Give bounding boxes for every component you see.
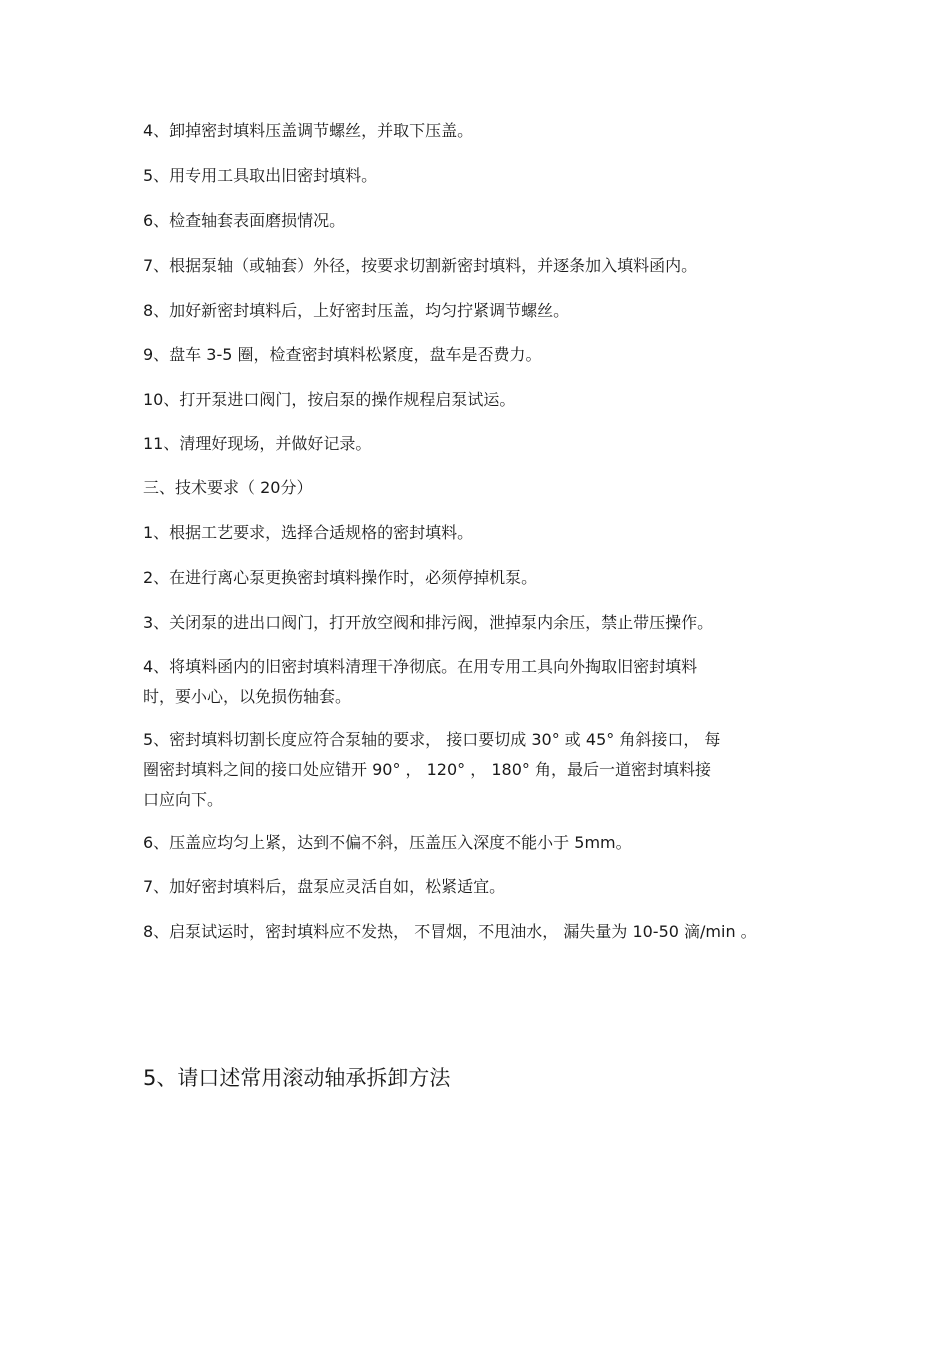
step-5: 5、用专用工具取出旧密封填料。 — [143, 166, 378, 185]
step-7: 7、根据泵轴（或轴套）外径，按要求切割新密封填料，并逐条加入填料函内。 — [143, 256, 698, 275]
question-heading: 5、请口述常用滚动轴承拆卸方法 — [143, 1066, 451, 1090]
step-9: 9、盘车 3-5 圈，检查密封填料松紧度，盘车是否费力。 — [143, 345, 542, 364]
tech-item-8: 8、启泵试运时，密封填料应不发热， 不冒烟，不甩油水， 漏失量为 10-50 滴/min 。 — [143, 922, 757, 941]
tech-item-4-line-2: 时，要小心，以免损伤轴套。 — [143, 687, 352, 706]
tech-item-4-line-1: 4、将填料函内的旧密封填料清理干净彻底。在用专用工具向外掏取旧密封填料 — [143, 657, 698, 676]
tech-item-7: 7、加好密封填料后，盘泵应灵活自如，松紧适宜。 — [143, 877, 506, 896]
tech-item-5-line-1: 5、密封填料切割长度应符合泵轴的要求， 接口要切成 30° 或 45° 角斜接口， 每 — [143, 730, 721, 749]
step-11: 11、清理好现场，并做好记录。 — [143, 434, 372, 453]
tech-item-4 — [143, 652, 823, 712]
tech-item-1: 1、根据工艺要求，选择合适规格的密封填料。 — [143, 523, 474, 542]
tech-item-5-line-3: 口应向下。 — [143, 790, 224, 809]
tech-item-3: 3、关闭泵的进出口阀门，打开放空阀和排污阀，泄掉泵内余压，禁止带压操作。 — [143, 613, 714, 632]
tech-item-5-line-2: 圈密封填料之间的接口处应错开 90° ， 120° ， 180° 角，最后一道密封填料接 — [143, 760, 711, 779]
tech-item-5 — [143, 725, 823, 815]
tech-item-2: 2、在进行离心泵更换密封填料操作时，必须停掉机泵。 — [143, 568, 538, 587]
tech-section-title: 三、技术要求（ 20分） — [143, 478, 313, 497]
step-4: 4、卸掉密封填料压盖调节螺丝，并取下压盖。 — [143, 121, 474, 140]
tech-item-6: 6、压盖应均匀上紧，达到不偏不斜，压盖压入深度不能小于 5mm。 — [143, 833, 632, 852]
step-6: 6、检查轴套表面磨损情况。 — [143, 211, 346, 230]
step-10: 10、打开泵进口阀门，按启泵的操作规程启泵试运。 — [143, 390, 516, 409]
step-8: 8、加好新密封填料后，上好密封压盖，均匀拧紧调节螺丝。 — [143, 301, 570, 320]
